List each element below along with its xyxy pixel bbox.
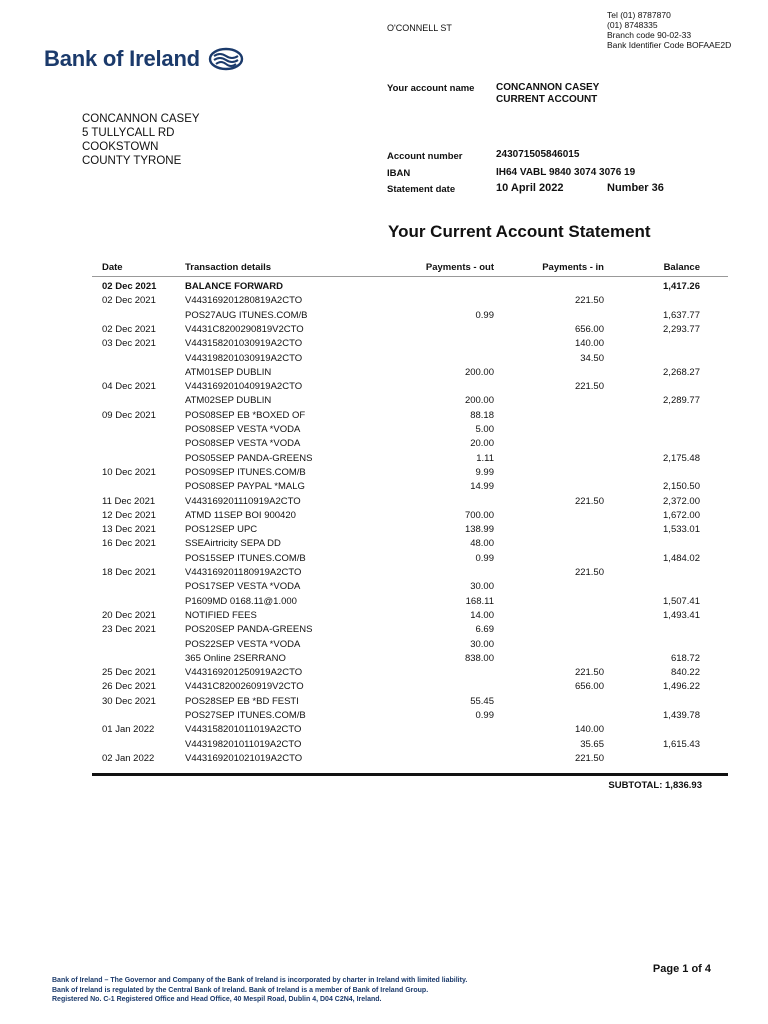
table-row (0, 739, 768, 753)
statement-date: 10 April 2022 (496, 182, 564, 194)
table-row (0, 338, 768, 352)
account-type: CURRENT ACCOUNT (496, 94, 598, 105)
table-row (0, 453, 768, 467)
table-row (0, 295, 768, 309)
account-name-value (496, 82, 599, 106)
transaction-date: 20 Dec 2021 (102, 609, 156, 621)
transaction-details: SSEAirtricity SEPA DD (185, 538, 281, 550)
transaction-date: 01 Jan 2022 (102, 724, 155, 736)
column-header-balance: Balance (663, 262, 700, 273)
iban-label: IBAN (387, 168, 411, 179)
table-row (0, 496, 768, 510)
address-line: 5 TULLYCALL RD (82, 127, 175, 139)
table-row (0, 538, 768, 552)
transaction-date: 10 Dec 2021 (102, 466, 156, 478)
transaction-details: POS09SEP ITUNES.COM/B (185, 466, 306, 478)
transaction-details: ATM01SEP DUBLIN (185, 366, 272, 378)
bank-emblem-icon (208, 47, 244, 71)
payment-out: 55.45 (470, 695, 494, 707)
footer-line: Registered No. C-1 Registered Office and Head Office, 40 Mespil Road, Dublin 4, D04 C2N4, Ireland. (52, 996, 382, 1003)
transaction-details: POS27AUG ITUNES.COM/B (185, 309, 308, 321)
bank-logo (44, 46, 244, 72)
table-row (0, 696, 768, 710)
payment-out: 0.99 (475, 309, 494, 321)
payment-in: 221.50 (574, 381, 604, 393)
balance: 2,175.48 (663, 452, 700, 464)
table-row (0, 553, 768, 567)
account-number: 243071505846015 (496, 149, 580, 160)
branch-name: O'CONNELL ST (387, 23, 452, 33)
transaction-details: V443158201011019A2CTO (185, 724, 302, 736)
payment-out: 138.99 (464, 524, 494, 536)
table-row (0, 639, 768, 653)
payment-out: 838.00 (464, 652, 494, 664)
payment-in: 140.00 (574, 724, 604, 736)
column-header-payments-out: Payments - out (425, 262, 494, 273)
transaction-details: V4431C8200290819V2CTO (185, 323, 304, 335)
payment-in: 221.50 (574, 752, 604, 764)
balance: 2,293.77 (663, 323, 700, 335)
table-row (0, 681, 768, 695)
payment-in: 34.50 (580, 352, 604, 364)
transaction-details: POS15SEP ITUNES.COM/B (185, 552, 306, 564)
transaction-date: 23 Dec 2021 (102, 624, 156, 636)
transaction-details: V443169201250919A2CTO (185, 667, 303, 679)
transaction-date: 11 Dec 2021 (102, 495, 156, 507)
footer-line: Bank of Ireland – The Governor and Company of the Bank of Ireland is incorporated by charter in Ireland with limited liability. (52, 977, 468, 984)
transaction-details: POS22SEP VESTA *VODA (185, 638, 301, 650)
table-row (0, 624, 768, 638)
transaction-details: V443169201110919A2CTO (185, 495, 301, 507)
transaction-details: P1609MD 0168.11@1.000 (185, 595, 297, 607)
subtotal: SUBTOTAL: 1,836.93 (608, 780, 702, 791)
transaction-details: ATM02SEP DUBLIN (185, 395, 272, 407)
balance: 618.72 (670, 652, 700, 664)
table-row (0, 596, 768, 610)
payment-out: 14.99 (470, 481, 494, 493)
transaction-date: 02 Jan 2022 (102, 752, 155, 764)
transaction-date: 03 Dec 2021 (102, 338, 156, 350)
transaction-date: 30 Dec 2021 (102, 695, 156, 707)
table-row (0, 610, 768, 624)
table-row (0, 667, 768, 681)
balance: 1,672.00 (663, 509, 700, 521)
balance: 2,372.00 (663, 495, 700, 507)
table-row (0, 567, 768, 581)
transaction-details: ATMD 11SEP BOI 900420 (185, 509, 296, 521)
balance: 2,289.77 (663, 395, 700, 407)
transaction-date: 02 Dec 2021 (102, 323, 156, 335)
balance: 1,615.43 (663, 738, 700, 750)
transaction-details: BALANCE FORWARD (185, 281, 283, 292)
transaction-details: V443198201030919A2CTO (185, 352, 303, 364)
transaction-date: 09 Dec 2021 (102, 409, 156, 421)
transaction-date: 02 Dec 2021 (102, 295, 156, 307)
table-row (0, 410, 768, 424)
table-row (0, 753, 768, 767)
transaction-details: V443198201011019A2CTO (185, 738, 302, 750)
transaction-details: POS08SEP EB *BOXED OF (185, 409, 306, 421)
payment-out: 1.11 (476, 452, 494, 464)
balance: 1,439.78 (663, 710, 700, 721)
payment-out: 88.18 (470, 409, 494, 421)
table-row (0, 510, 768, 524)
payment-out: 14.00 (470, 609, 494, 621)
payment-out: 48.00 (470, 538, 494, 550)
bank-identifier-code: Bank Identifier Code BOFAAE2D (607, 40, 732, 50)
payment-in: 656.00 (574, 323, 604, 335)
table-row (0, 438, 768, 452)
transaction-details: POS08SEP PAYPAL *MALG (185, 481, 305, 493)
address-line: COUNTY TYRONE (82, 155, 182, 167)
balance: 2,150.50 (663, 481, 700, 493)
payment-out: 9.99 (475, 466, 494, 478)
payment-in: 140.00 (574, 338, 604, 350)
header-divider (92, 276, 728, 277)
payment-in: 656.00 (574, 681, 604, 693)
table-row (0, 481, 768, 495)
payment-in: 221.50 (574, 567, 604, 578)
transaction-details: POS05SEP PANDA-GREENS (185, 452, 313, 464)
transaction-details: POS27SEP ITUNES.COM/B (185, 710, 306, 721)
transaction-date: 26 Dec 2021 (102, 681, 156, 693)
transaction-details: POS28SEP EB *BD FESTI (185, 695, 299, 707)
account-name-label: Your account name (387, 83, 475, 94)
payment-in: 221.50 (574, 667, 604, 679)
payment-out: 200.00 (464, 366, 494, 378)
transaction-details: 365 Online 2SERRANO (185, 652, 286, 664)
payment-in: 221.50 (574, 295, 604, 307)
table-bottom-rule (92, 773, 728, 776)
column-header-details: Transaction details (185, 262, 272, 273)
account-holder: CONCANNON CASEY (496, 82, 600, 93)
transaction-date: 25 Dec 2021 (102, 667, 156, 679)
payment-out: 6.69 (475, 624, 494, 636)
balance: 1,417.26 (663, 281, 700, 292)
payment-out: 5.00 (475, 424, 494, 435)
table-row (0, 381, 768, 395)
transaction-details: NOTIFIED FEES (185, 609, 257, 621)
balance: 1,484.02 (663, 552, 700, 564)
payment-in: 35.65 (580, 738, 604, 750)
table-row (0, 281, 768, 295)
statement-date-label: Statement date (387, 184, 456, 195)
transaction-details: POS12SEP UPC (185, 524, 258, 536)
transaction-date: 13 Dec 2021 (102, 524, 156, 536)
transaction-details: V443169201180919A2CTO (185, 567, 302, 578)
payment-out: 0.99 (475, 710, 494, 721)
transaction-date: 04 Dec 2021 (102, 381, 156, 393)
address-line: CONCANNON CASEY (82, 113, 200, 125)
transaction-details: POS17SEP VESTA *VODA (185, 581, 301, 593)
telephone-1: Tel (01) 8787870 (607, 10, 671, 20)
payment-out: 168.11 (465, 595, 494, 607)
transaction-details: V443169201280819A2CTO (185, 295, 303, 307)
telephone-2: (01) 8748335 (607, 20, 658, 30)
legal-footer (52, 976, 692, 1005)
table-row (0, 310, 768, 324)
table-row (0, 653, 768, 667)
statement-number: Number 36 (607, 182, 664, 194)
payment-out: 200.00 (464, 395, 494, 407)
payment-out: 0.99 (475, 552, 494, 564)
balance: 1,493.41 (663, 609, 700, 621)
transaction-details: V443158201030919A2CTO (185, 338, 303, 350)
column-header-payments-in: Payments - in (542, 262, 604, 273)
page-number: Page 1 of 4 (652, 963, 711, 975)
transaction-details: V443169201021019A2CTO (185, 752, 303, 764)
payment-out: 700.00 (464, 509, 494, 521)
transaction-details: V4431C8200260919V2CTO (185, 681, 304, 693)
column-header-date: Date (102, 262, 123, 273)
bank-name: Bank of Ireland (44, 46, 200, 71)
account-number-label: Account number (387, 151, 463, 162)
table-row (0, 524, 768, 538)
iban-value: IH64 VABL 9840 3074 3076 19 (496, 167, 636, 178)
transaction-date: 18 Dec 2021 (102, 567, 156, 578)
branch-contact (607, 10, 731, 50)
balance: 1,496.22 (663, 681, 700, 693)
statement-title: Your Current Account Statement (388, 222, 651, 241)
transaction-date: 02 Dec 2021 (102, 281, 157, 292)
balance: 840.22 (670, 667, 700, 679)
table-row (0, 581, 768, 595)
footer-line: Bank of Ireland is regulated by the Central Bank of Ireland. Bank of Ireland is a member of Bank of Ireland Group. (52, 986, 429, 994)
table-row (0, 324, 768, 338)
table-row (0, 395, 768, 409)
transaction-date: 12 Dec 2021 (102, 509, 156, 521)
branch-code: Branch code 90-02-33 (607, 30, 692, 40)
balance: 1,507.41 (663, 595, 700, 607)
table-row (0, 710, 768, 724)
payment-out: 30.00 (470, 581, 494, 593)
balance: 2,268.27 (663, 366, 700, 378)
payment-out: 20.00 (470, 438, 494, 450)
transaction-details: V443169201040919A2CTO (185, 381, 303, 393)
balance: 1,637.77 (663, 309, 700, 321)
balance: 1,533.01 (663, 524, 700, 536)
transaction-details: POS20SEP PANDA-GREENS (185, 624, 313, 636)
payment-in: 221.50 (574, 495, 604, 507)
table-row (0, 467, 768, 481)
table-row (0, 424, 768, 438)
transaction-details: POS08SEP VESTA *VODA (185, 438, 301, 450)
customer-address (82, 112, 200, 168)
transaction-date: 16 Dec 2021 (102, 538, 156, 550)
address-line: COOKSTOWN (82, 141, 159, 153)
table-row (0, 724, 768, 738)
payment-out: 30.00 (470, 638, 494, 650)
transaction-details: POS08SEP VESTA *VODA (185, 424, 301, 435)
table-row (0, 367, 768, 381)
table-row (0, 353, 768, 367)
